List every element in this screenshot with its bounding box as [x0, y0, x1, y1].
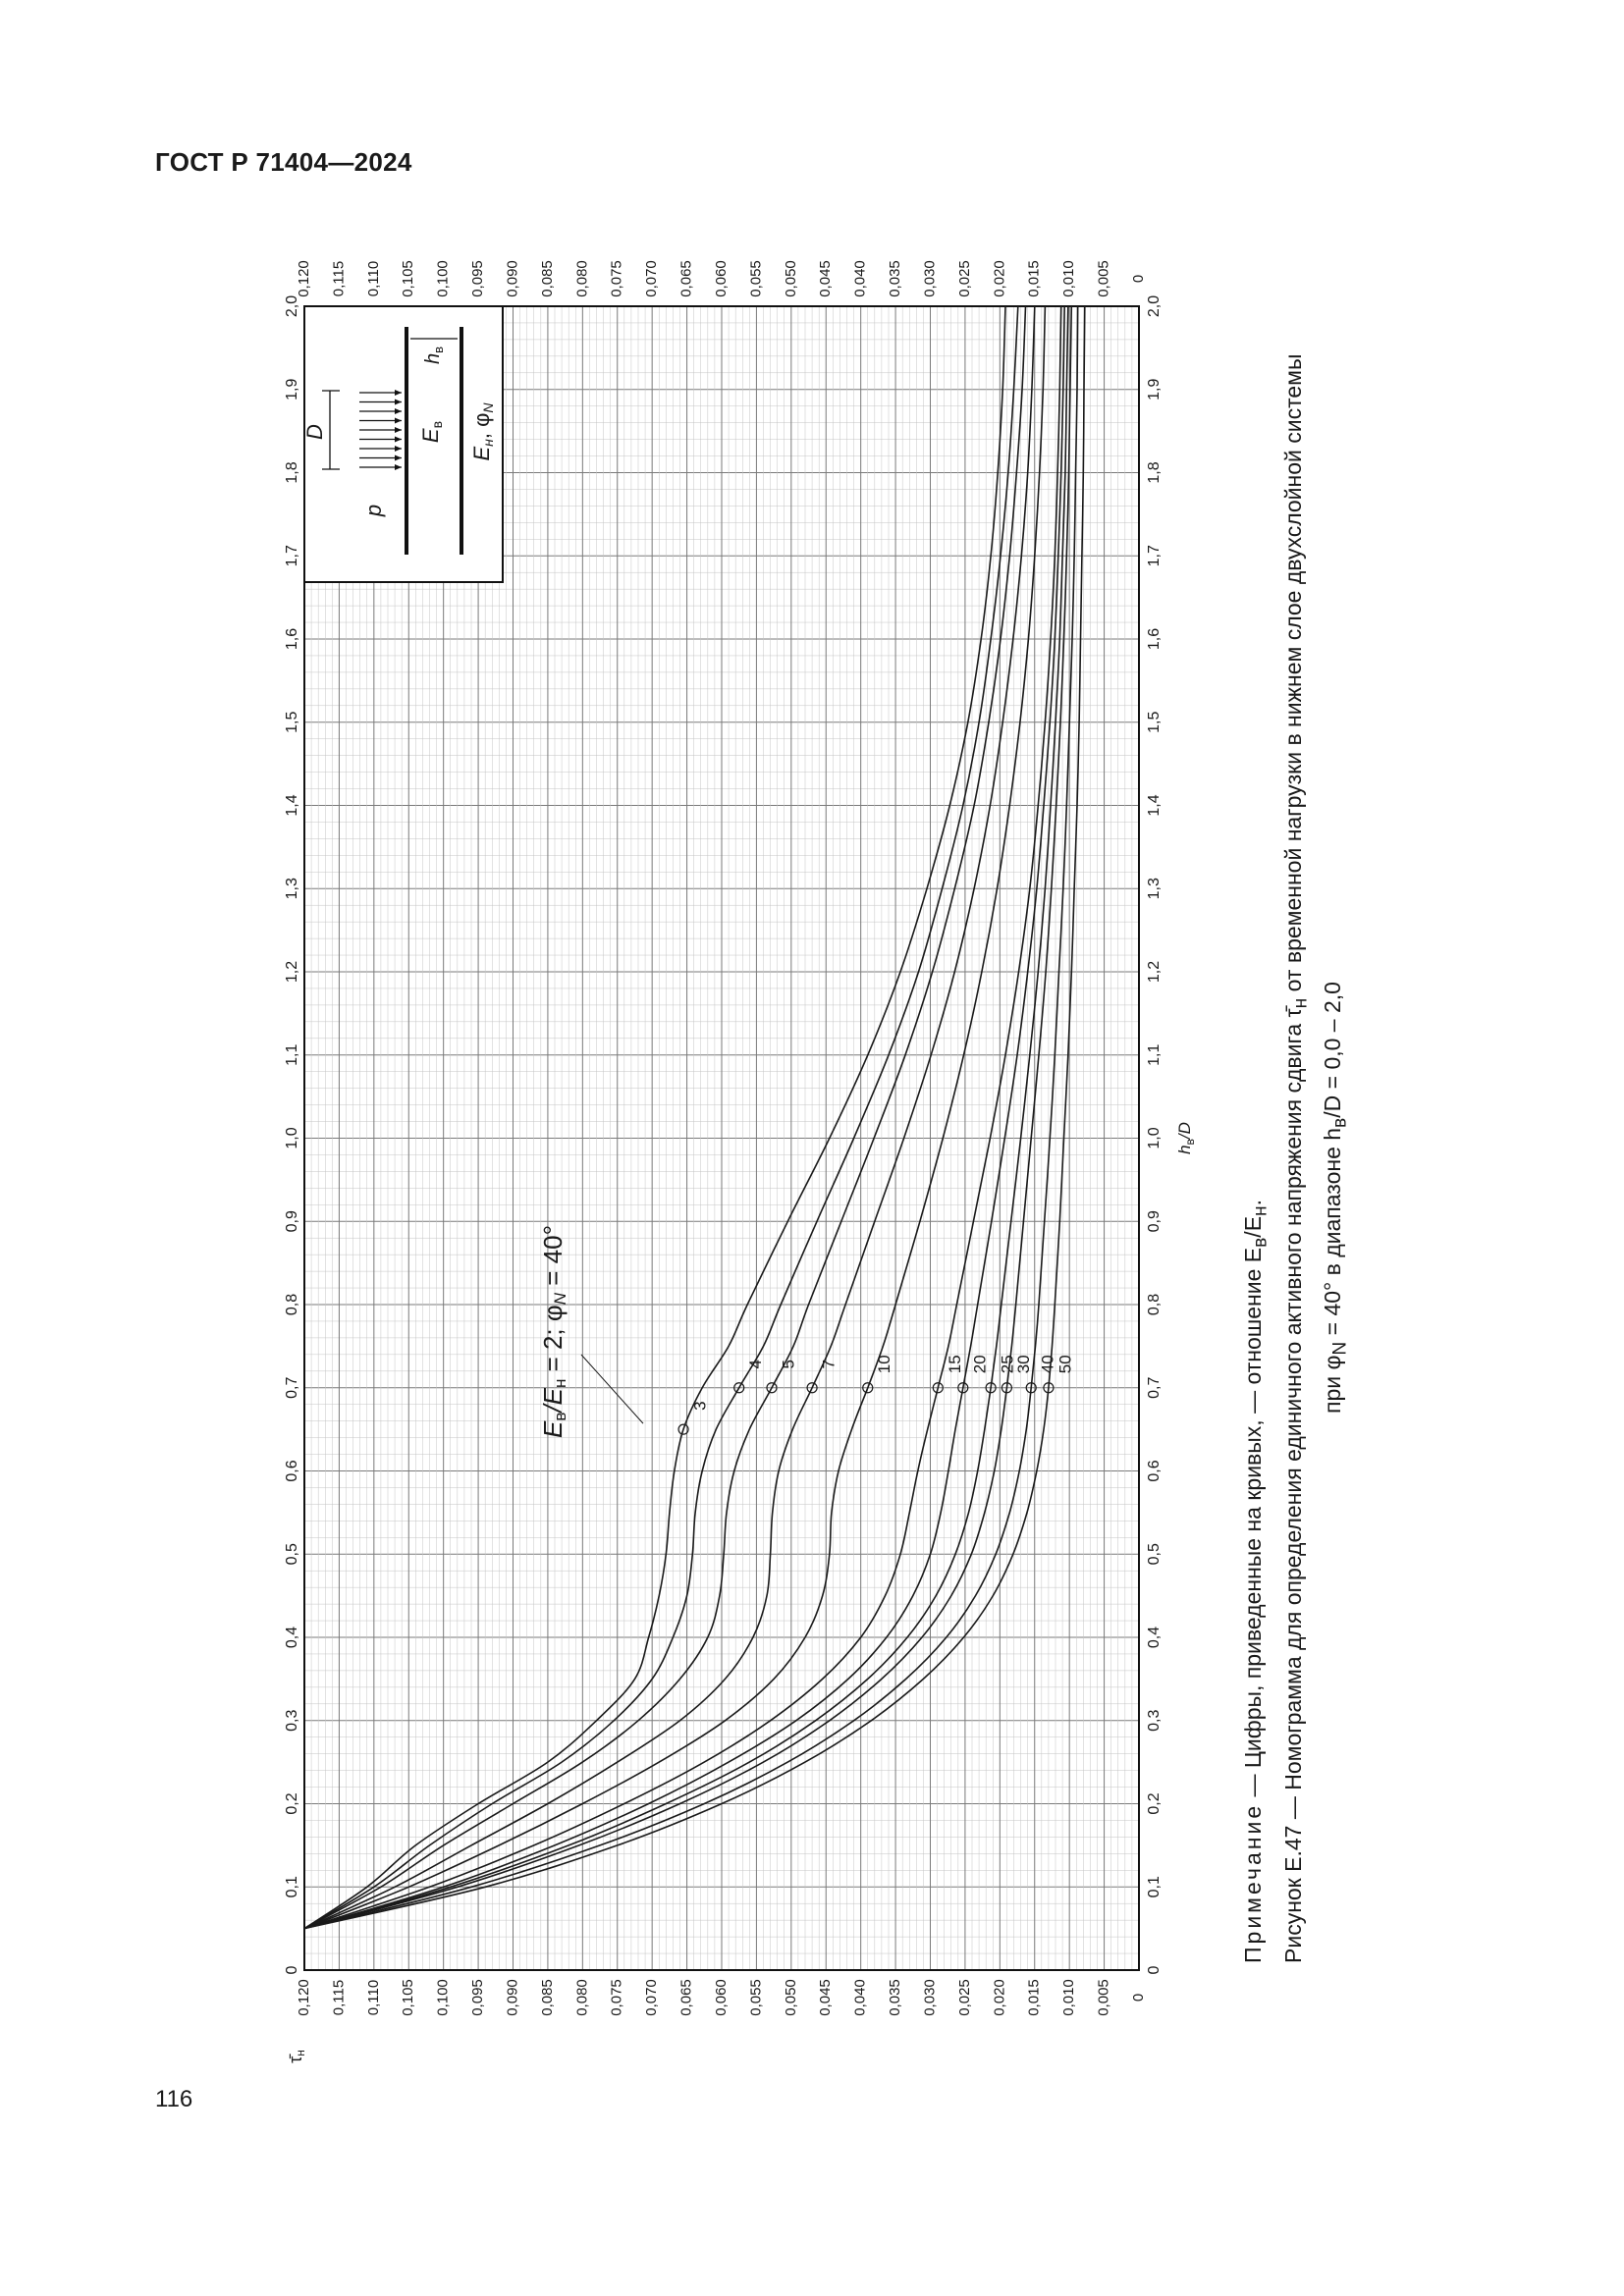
inset-label-en: $E_н$, $\varphi_N$ [468, 402, 496, 461]
h-tick-label-left: 1,5 [284, 711, 301, 733]
x-axis-label: $h_в/D$ [1175, 1122, 1198, 1154]
h-tick-label-left: 0,9 [284, 1210, 301, 1233]
figure-line2-sub2: в [1329, 1117, 1351, 1128]
tau-tick-label-bottom: 0,105 [400, 1979, 417, 2016]
tau-tick-label-top: 0 [1129, 274, 1147, 284]
h-tick-label-left: 0,2 [284, 1792, 301, 1815]
tau-tick-label-bottom: 0 [1129, 1993, 1147, 2002]
h-tick-label-right: 1,2 [1146, 960, 1164, 984]
h-tick-label-right: 1,3 [1146, 878, 1164, 900]
tau-tick-label-top: 0,090 [504, 260, 521, 297]
tau-tick-label-top: 0,030 [921, 260, 939, 297]
h-tick-label-left: 1,4 [284, 794, 301, 817]
tau-tick-label-top: 0,100 [434, 260, 452, 297]
figure-line2-a: при φ [1320, 1355, 1346, 1414]
note-word: Примечание [1240, 1802, 1266, 1963]
tau-tick-label-top: 0,005 [1095, 260, 1112, 297]
h-tick-label-left: 1,7 [284, 545, 301, 567]
tau-tick-label-top: 0,120 [295, 260, 312, 297]
h-tick-label-left: 0,4 [284, 1626, 301, 1649]
h-tick-label-left: 0,1 [284, 1876, 301, 1898]
tau-tick-label-top: 0,045 [817, 260, 835, 297]
figure-tau-sub: н [1290, 997, 1312, 1009]
tau-tick-label-bottom: 0,055 [747, 1979, 765, 2016]
figure-line2-c: /D = 0,0 – 2,0 [1320, 982, 1346, 1118]
tau-tick-label-top: 0,060 [712, 260, 730, 297]
h-tick-label-left: 1,8 [284, 461, 301, 484]
figure-tau: τ̄ [1279, 1008, 1306, 1018]
tau-tick-label-top: 0,080 [573, 260, 591, 297]
tau-tick-label-top: 0,110 [364, 260, 382, 297]
tau-tick-label-bottom: 0,080 [573, 1979, 591, 2016]
inset-frame [301, 306, 503, 582]
tau-tick-label-bottom: 0,095 [469, 1979, 487, 2016]
tau-tick-label-bottom: 0,060 [712, 1979, 730, 2016]
h-tick-label-left: 1,1 [284, 1043, 301, 1066]
note-sub-1: в [1250, 1237, 1272, 1248]
tau-tick-label-top: 0,015 [1025, 260, 1043, 297]
tau-tick-label-top: 0,095 [469, 260, 487, 297]
tau-tick-label-top: 0,020 [991, 260, 1008, 297]
tau-tick-label-top: 0,085 [538, 260, 556, 297]
h-tick-label-left: 0,3 [284, 1709, 301, 1732]
curve-label: 50 [1056, 1355, 1075, 1374]
caption-figure-line-1 [1277, 236, 1318, 1963]
figure-title-b: от временной нагрузки в нижнем слое двухслойной системы [1279, 353, 1306, 998]
h-tick-label-right: 1,1 [1146, 1043, 1164, 1066]
h-tick-label-right: 0,2 [1146, 1792, 1164, 1815]
tau-tick-label-bottom: 0,010 [1060, 1979, 1078, 2016]
inset-label-eb: $E_в$ [417, 420, 445, 444]
tau-tick-label-bottom: 0,035 [887, 1979, 904, 2016]
tau-tick-label-top: 0,050 [782, 260, 799, 297]
caption-note-line [1237, 236, 1277, 1963]
h-tick-label-left: 1,3 [284, 878, 301, 900]
tau-tick-label-top: 0,105 [400, 260, 417, 297]
curve-label: 10 [875, 1355, 894, 1374]
h-tick-label-right: 0,4 [1146, 1626, 1164, 1649]
curve-label: 15 [945, 1355, 964, 1374]
tau-tick-label-top: 0,115 [330, 260, 348, 297]
tau-tick-label-bottom: 0,090 [504, 1979, 521, 2016]
curve-label: 5 [779, 1360, 798, 1369]
tau-tick-label-top: 0,010 [1060, 260, 1078, 297]
inset-label-hb: $h_в$ [422, 346, 447, 365]
h-tick-label-left: 1,6 [284, 627, 301, 651]
curve-label: 20 [970, 1355, 990, 1374]
tau-tick-label-bottom: 0,100 [434, 1979, 452, 2016]
h-tick-label-right: 2,0 [1146, 294, 1164, 318]
tau-tick-label-bottom: 0,040 [851, 1979, 869, 2016]
tau-tick-label-bottom: 0,120 [295, 1979, 312, 2016]
h-tick-label-left: 0,8 [284, 1293, 301, 1316]
inset-schematic [302, 306, 503, 582]
note-mid: /E [1240, 1215, 1266, 1238]
h-tick-label-right: 0,9 [1146, 1210, 1164, 1233]
h-tick-label-right: 1,5 [1146, 711, 1164, 733]
tau-tick-label-bottom: 0,020 [991, 1979, 1008, 2016]
h-tick-label-left: 0,7 [284, 1376, 301, 1399]
tau-tick-label-top: 0,025 [955, 260, 973, 297]
h-tick-label-right: 1,6 [1146, 627, 1164, 651]
tau-tick-label-bottom: 0,030 [921, 1979, 939, 2016]
curve-label: 3 [690, 1401, 710, 1411]
caption-figure-line-2 [1317, 236, 1357, 1963]
tau-tick-label-bottom: 0,045 [817, 1979, 835, 2016]
h-tick-label-right: 0,3 [1146, 1709, 1164, 1732]
page-number: 116 [155, 2086, 193, 2112]
h-tick-label-left: 1,0 [284, 1127, 301, 1149]
tau-tick-label-bottom: 0,110 [364, 1979, 382, 2016]
tau-tick-label-bottom: 0,070 [643, 1979, 661, 2016]
inset-label-d: D [301, 424, 327, 440]
tau-tick-label-bottom: 0,115 [330, 1979, 348, 2016]
note-sub-2: н [1250, 1205, 1272, 1216]
figure-line2-b: = 40° в диапазоне h [1320, 1127, 1346, 1342]
tau-tick-label-top: 0,070 [643, 260, 661, 297]
tau-tick-label-bottom: 0,065 [677, 1979, 695, 2016]
figure-line2-sub: N [1329, 1341, 1351, 1356]
h-tick-label-right: 0,5 [1146, 1543, 1164, 1566]
tau-tick-label-top: 0,040 [851, 260, 869, 297]
h-tick-label-left: 0,6 [284, 1460, 301, 1482]
h-tick-label-right: 0,1 [1146, 1876, 1164, 1898]
tau-tick-label-bottom: 0,025 [955, 1979, 973, 2016]
h-tick-label-left: 2,0 [284, 294, 301, 318]
y-axis-label: $\taū_н$ [285, 2050, 308, 2063]
tau-tick-label-top: 0,065 [677, 260, 695, 297]
curve-label: 25 [998, 1355, 1017, 1374]
tau-tick-label-bottom: 0,050 [782, 1979, 799, 2016]
tau-tick-label-bottom: 0,075 [608, 1979, 625, 2016]
h-tick-label-left: 0 [284, 1965, 301, 1975]
tau-tick-label-top: 0,075 [608, 260, 625, 297]
figure-title-a: Рисунок Е.47 — Номограмма для определения единичного активного напряжения сдвига [1279, 1017, 1306, 1963]
tau-tick-label-bottom: 0,085 [538, 1979, 556, 2016]
h-tick-label-left: 1,9 [284, 378, 301, 400]
annotation-leader-line [581, 1355, 643, 1423]
tau-tick-label-bottom: 0,005 [1095, 1979, 1112, 2016]
h-tick-label-right: 0 [1146, 1965, 1164, 1975]
h-tick-label-right: 1,0 [1146, 1127, 1164, 1149]
curve-label: 30 [1013, 1355, 1033, 1374]
h-tick-label-right: 1,7 [1146, 545, 1164, 567]
curve-label: 4 [746, 1360, 766, 1369]
tau-tick-label-top: 0,055 [747, 260, 765, 297]
inset-label-p: p [360, 504, 386, 517]
h-tick-label-right: 1,8 [1146, 461, 1164, 484]
note-end: . [1240, 1199, 1266, 1206]
h-tick-label-right: 0,7 [1146, 1376, 1164, 1399]
h-tick-label-left: 0,5 [284, 1543, 301, 1566]
curve-label: 7 [819, 1360, 839, 1369]
document-code-header: ГОСТ Р 71404—2024 [155, 147, 412, 177]
h-tick-label-right: 1,9 [1146, 378, 1164, 400]
h-tick-label-right: 1,4 [1146, 794, 1164, 817]
note-text: — Цифры, приведенные на кривых, — отношение E [1240, 1247, 1266, 1803]
curve-label: 40 [1038, 1355, 1057, 1374]
h-tick-label-right: 0,8 [1146, 1293, 1164, 1316]
tau-tick-label-bottom: 0,015 [1025, 1979, 1043, 2016]
curve-annotation: $E_в/E_н = 2$; $\varphi_N = 40^\circ$ [537, 1225, 570, 1438]
tau-tick-label-top: 0,035 [887, 260, 904, 297]
h-tick-label-right: 0,6 [1146, 1460, 1164, 1482]
h-tick-label-left: 1,2 [284, 960, 301, 984]
